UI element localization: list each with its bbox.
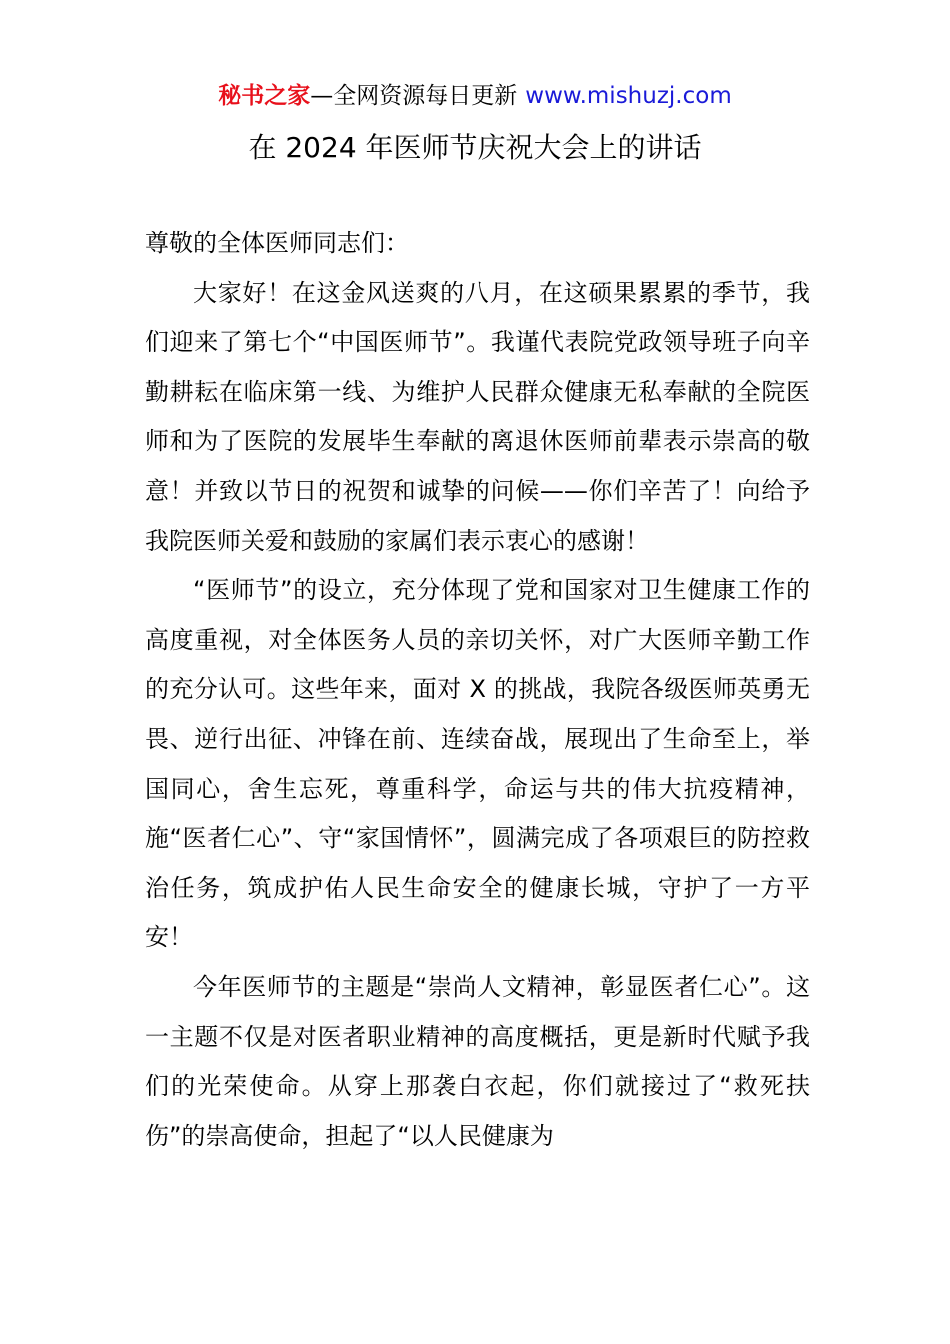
site-url-link[interactable]: www.mishuzj.com [525, 83, 732, 109]
site-header [0, 80, 950, 112]
body-paragraph: 今年医师节的主题是“崇尚人文精神，彰显医者仁心”。这一主题不仅是对医者职业精神的高度概括，更是新时代赋予我们的光荣使命。从穿上那袭白衣起，你们就接过了“救死扶伤”的崇高使命，担起了“以人民健康为 [145, 972, 810, 1150]
document-body [145, 219, 810, 1161]
body-paragraph: 大家好！在这金风送爽的八月，在这硕果累累的季节，我们迎来了第七个“中国医师节”。我谨代表院党政领导班子向辛勤耕耘在临床第一线、为维护人民群众健康无私奉献的全院医师和为了医院的发展毕生奉献的离退休医师前辈表示崇高的敬意！并致以节日的祝贺和诚挚的问候——你们辛苦了！向给予我院医师关爱和鼓励的家属们表示衷心的感谢！ [145, 278, 810, 555]
site-brand: 秘书之家 [218, 83, 311, 109]
site-tagline: —全网资源每日更新 [310, 83, 518, 109]
document-title: 在 2024 年医师节庆祝大会上的讲话 [248, 131, 702, 164]
salutation: 尊敬的全体医师同志们： [145, 229, 409, 257]
body-paragraph: “医师节”的设立，充分体现了党和国家对卫生健康工作的高度重视，对全体医务人员的亲切关怀，对广大医师辛勤工作的充分认可。这些年来，面对 X 的挑战，我院各级医师英勇无畏、逆行出征、冲锋在前、连续奋战，展现出了生命至上，举国同心，舍生忘死，尊重科学，命运与共的伟大抗疫精神，施“医者仁心”、守“家国情怀”，圆满完成了各项艰巨的防控救治任务，筑成护佑人民生命安全的健康长城，守护了一方平安！ [145, 576, 810, 952]
